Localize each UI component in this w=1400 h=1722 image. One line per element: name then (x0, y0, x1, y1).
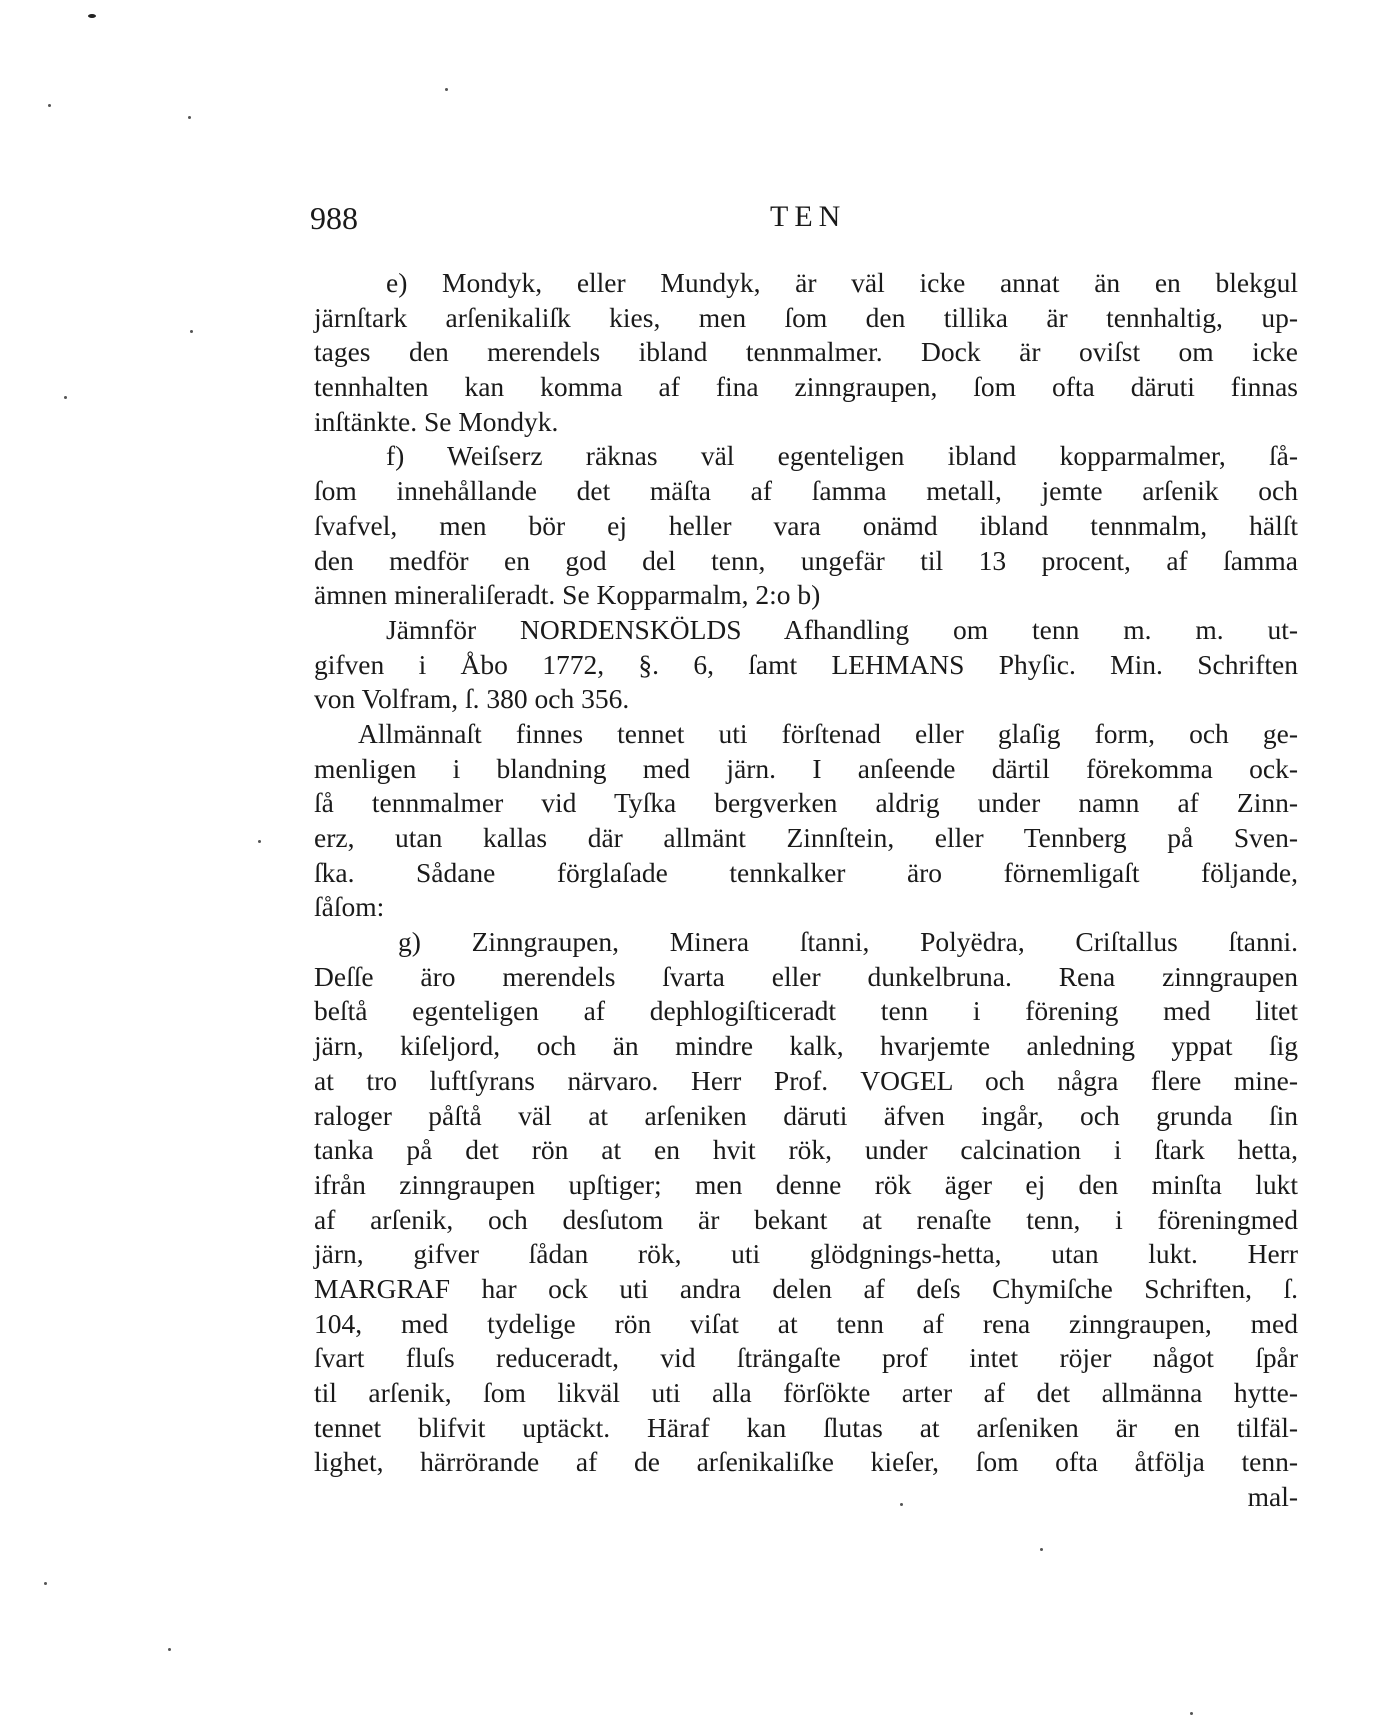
text-line: tennet blifvit uptäckt. Häraf kan ſlutas at arſeniken är en tilfäl- (314, 1411, 1298, 1443)
page-header (310, 200, 1300, 250)
body-text (314, 266, 1298, 1515)
text-line: af arſenik, och desſutom är bekant at renaſte tenn, i föreningmed (314, 1203, 1298, 1235)
text-line: järn, kiſeljord, och än mindre kalk, hvarjemte anledning yppat ſig (314, 1030, 1298, 1062)
text-line: Allmännaſt finnes tennet uti förſtenad eller glaſig form, och ge- (358, 717, 1298, 749)
scan-speck (44, 1582, 47, 1585)
text-line: ſvafvel, men bör ej heller vara onämd ibland tennmalm, hälſt (314, 509, 1298, 541)
scan-speck (1040, 1548, 1043, 1551)
text-line: ſvart fluſs reduceradt, vid ſträngaſte prof intet röjer något ſpår (314, 1342, 1298, 1374)
text-line: f) Weiſserz räknas väl egenteligen ibland kopparmalmer, ſå- (386, 440, 1298, 472)
running-head: TEN (770, 200, 847, 233)
scan-speck (258, 840, 261, 843)
text-line: ämnen mineraliſeradt. Se Kopparmalm, 2:o b) (314, 579, 821, 611)
text-line: raloger påſtå väl at arſeniken däruti äfven ingår, och grunda ſin (314, 1099, 1298, 1131)
text-line: inſtänkte. Se Mondyk. (314, 405, 559, 437)
catchword: mal- (1247, 1481, 1298, 1513)
text-line: tages den merendels ibland tennmalmer. Dock är oviſst om icke (314, 336, 1298, 368)
text-line: tennhalten kan komma af fina zinngraupen, ſom ofta däruti finnas (314, 371, 1298, 403)
scan-speck (168, 1648, 171, 1651)
text-line: lighet, härrörande af de arſenikaliſke kieſer, ſom ofta åtfölja tenn- (314, 1446, 1298, 1478)
text-line: den medför en god del tenn, ungefär til 13 procent, af ſamma (314, 544, 1298, 576)
text-line: järnſtark arſenikaliſk kies, men ſom den tillika är tennhaltig, up- (314, 301, 1298, 333)
text-line: erz, utan kallas där allmänt Zinnſtein, eller Tennberg på Sven- (314, 822, 1298, 853)
text-line: Deſſe äro merendels ſvarta eller dunkelbruna. Rena zinngraupen (314, 960, 1298, 992)
text-line: at tro luftſyrans närvaro. Herr Prof. VOGEL och några flere mine- (314, 1064, 1298, 1096)
page-number: 988 (310, 200, 358, 236)
text-line: tanka på det rön at en hvit rök, under calcination i ſtark hetta, (314, 1134, 1298, 1166)
text-line: 104, med tydelige rön viſat at tenn af rena zinngraupen, med (314, 1307, 1298, 1339)
scan-speck (48, 104, 51, 107)
text-line: til arſenik, ſom likväl uti alla förſökte arter af det allmänna hytte- (314, 1377, 1298, 1408)
scan-speck (88, 14, 96, 18)
scan-speck (188, 116, 191, 119)
text-line: menligen i blandning med järn. I anſeende därtil förekomma ock- (314, 752, 1298, 784)
text-line: ſå tennmalmer vid Tyſka bergverken aldrig under namn af Zinn- (314, 787, 1298, 819)
text-line: ſka. Sådane förglaſade tennkalker äro förnemligaſt följande, (314, 856, 1298, 888)
scan-speck (900, 1503, 903, 1506)
text-line: gifven i Åbo 1772, §. 6, ſamt LEHMANS Phyſic. Min. Schriften (314, 648, 1298, 680)
scan-speck (64, 396, 67, 399)
text-line: Jämnför NORDENSKÖLDS Afhandling om tenn m. m. ut- (386, 613, 1298, 645)
text-line: ſåſom: (314, 891, 385, 923)
text-line: beſtå egenteligen af dephlogiſticeradt tenn i förening med litet (314, 995, 1298, 1027)
text-line: ſom innehållande det mäſta af ſamma metall, jemte arſenik och (314, 475, 1298, 507)
scan-speck (445, 88, 448, 91)
text-line: e) Mondyk, eller Mundyk, är väl icke annat än en blekgul (386, 267, 1298, 298)
text-line: von Volfram, ſ. 380 och 356. (314, 683, 630, 715)
text-line: järn, gifver ſådan rök, uti glödgnings-hetta, utan lukt. Herr (314, 1238, 1298, 1270)
scan-speck (190, 330, 193, 333)
text-line: ifrån zinngraupen upſtiger; men denne rök äger ej den minſta lukt (314, 1168, 1298, 1200)
scan-speck (1190, 1712, 1193, 1715)
text-line: MARGRAF har ock uti andra delen af deſs Chymiſche Schriften, ſ. (314, 1272, 1298, 1304)
text-line: g) Zinngraupen, Minera ſtanni, Polyëdra, Criſtallus ſtanni. (398, 926, 1298, 958)
